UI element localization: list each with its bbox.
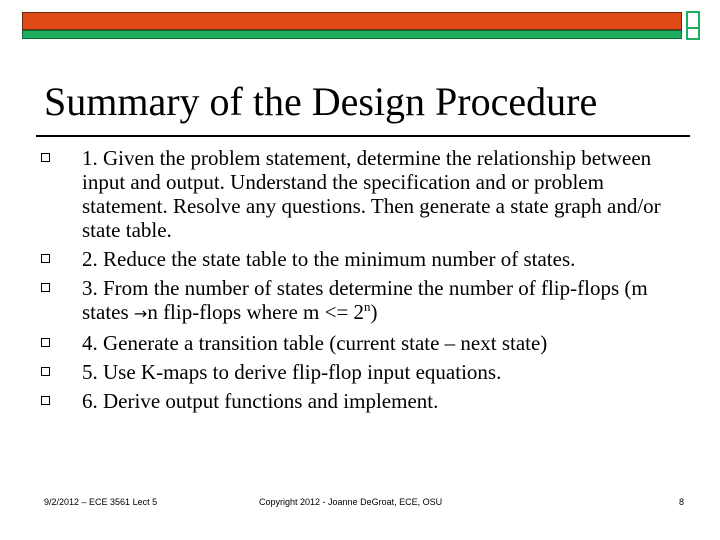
- bullet-text-prefix: 3. From the number of states determine the number of flip-flops (m states: [82, 276, 648, 324]
- bullet-text: 6. Derive output functions and implement.: [82, 389, 439, 413]
- top-decorative-bar: [22, 12, 682, 30]
- bullet-item: [40, 247, 690, 271]
- footer-date-lecture: 9/2/2012 – ECE 3561 Lect 5: [44, 497, 158, 507]
- bullet-square-icon: [41, 367, 50, 376]
- bullet-square-icon: [41, 153, 50, 162]
- bullet-text: 5. Use K-maps to derive flip-flop input equations.: [82, 360, 502, 384]
- title-underline: [36, 135, 690, 137]
- footer-page-number: 8: [678, 497, 684, 507]
- bullet-text-suffix: ): [370, 300, 378, 324]
- bullet-item: [40, 146, 690, 242]
- bullet-item: [40, 360, 690, 384]
- footer-copyright: Copyright 2012 - Joanne DeGroat, ECE, OSU: [259, 497, 443, 507]
- bullet-text: 2. Reduce the state table to the minimum number of states.: [82, 247, 576, 271]
- bullet-item: [40, 389, 690, 413]
- bullet-square-icon: [41, 283, 50, 292]
- bullet-text: 4. Generate a transition table (current state – next state): [82, 331, 548, 355]
- bullet-item: [40, 331, 690, 355]
- right-arrow-icon: →: [133, 304, 148, 323]
- slide-title: Summary of the Design Procedure: [44, 79, 598, 124]
- bullet-text-middle: n flip-flops where m <= 2: [147, 300, 365, 324]
- bullet-text: 1. Given the problem statement, determine the relationship between input and output. Understand the specification and or problem statement. Resolve any questions. Then generate a state graph and/or state table.: [82, 146, 661, 242]
- corner-decoration: [686, 11, 700, 29]
- bullet-item: [40, 276, 690, 326]
- bullet-square-icon: [41, 396, 50, 405]
- corner-decoration-lower: [686, 29, 700, 40]
- bullet-square-icon: [41, 254, 50, 263]
- superscript-n: n: [364, 299, 371, 314]
- bullet-square-icon: [41, 338, 50, 347]
- top-decorative-stripe: [22, 30, 682, 39]
- bullet-list: [40, 146, 690, 418]
